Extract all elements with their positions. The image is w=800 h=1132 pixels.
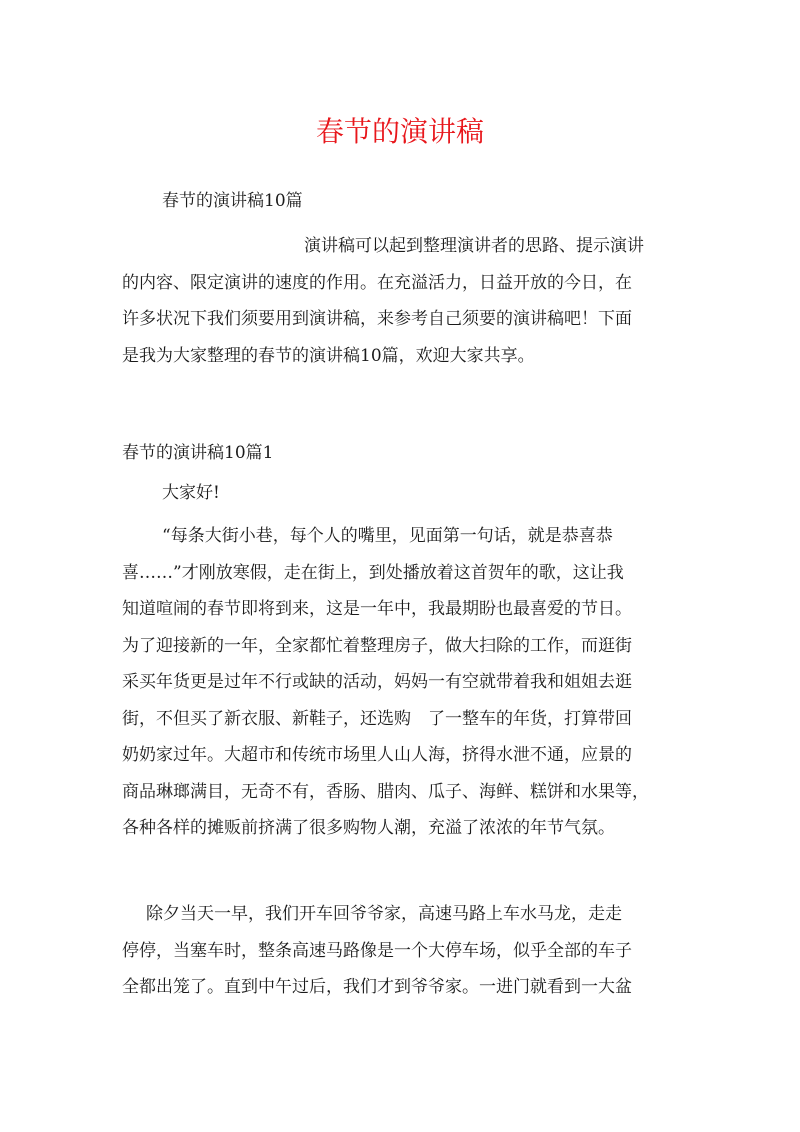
section-heading: 春节的演讲稿10篇1 bbox=[122, 443, 274, 463]
body-line: 知道喧闹的春节即将到来，这是一年中，我最期盼也最喜爱的节日。 bbox=[122, 599, 632, 619]
body-line: 全都出笼了。直到中午过后，我们才到爷爷家。一进门就看到一大盆 bbox=[122, 977, 632, 997]
body-line: 商品琳瑯满目，无奇不有，香肠、腊肉、瓜子、海鲜、糕饼和水果等， bbox=[122, 781, 649, 802]
intro-line: 许多状况下我们须要用到演讲稿，来参考自己须要的演讲稿吧！下面 bbox=[122, 309, 632, 329]
body-line: 停停，当塞车时，整条高速马路像是一个大停车场，似乎全部的车子 bbox=[122, 940, 632, 961]
body-line: 喜……”才刚放寒假，走在街上，到处播放着这首贺年的歌，这让我 bbox=[122, 562, 624, 583]
body-paragraph-2 bbox=[122, 896, 682, 1006]
intro-line: 演讲稿可以起到整理演讲者的思路、提示演讲 bbox=[304, 236, 644, 256]
intro-line: 的内容、限定演讲的速度的作用。在充溢活力，日益开放的今日，在 bbox=[122, 272, 632, 293]
body-paragraph-1 bbox=[122, 518, 682, 847]
intro-line: 是我为大家整理的春节的演讲稿10篇，欢迎大家共享。 bbox=[122, 345, 535, 366]
body-line: 街，不但买了新衣服、新鞋子，还选购 了一整车的年货，打算带回 bbox=[122, 708, 632, 729]
body-line: 为了迎接新的一年，全家都忙着整理房子，做大扫除的工作，而逛街 bbox=[122, 635, 632, 656]
body-line: 采买年货更是过年不行或缺的活动，妈妈一有空就带着我和姐姐去逛 bbox=[122, 672, 632, 692]
body-line: “每条大街小巷，每个人的嘴里，见面第一句话，就是恭喜恭 bbox=[162, 526, 613, 546]
intro-paragraph bbox=[122, 228, 682, 374]
document-title: 春节的演讲稿 bbox=[315, 115, 484, 148]
document-subtitle: 春节的演讲稿10篇 bbox=[162, 191, 303, 211]
body-line: 各种各样的摊贩前挤满了很多购物人潮，充溢了浓浓的年节气氛。 bbox=[122, 818, 615, 838]
greeting: 大家好! bbox=[162, 483, 220, 503]
body-line: 除夕当天一早，我们开车回爷爷家，高速马路上车水马龙，走走 bbox=[146, 904, 622, 924]
body-line: 奶奶家过年。大超市和传统市场里人山人海，挤得水泄不通，应景的 bbox=[122, 745, 632, 765]
